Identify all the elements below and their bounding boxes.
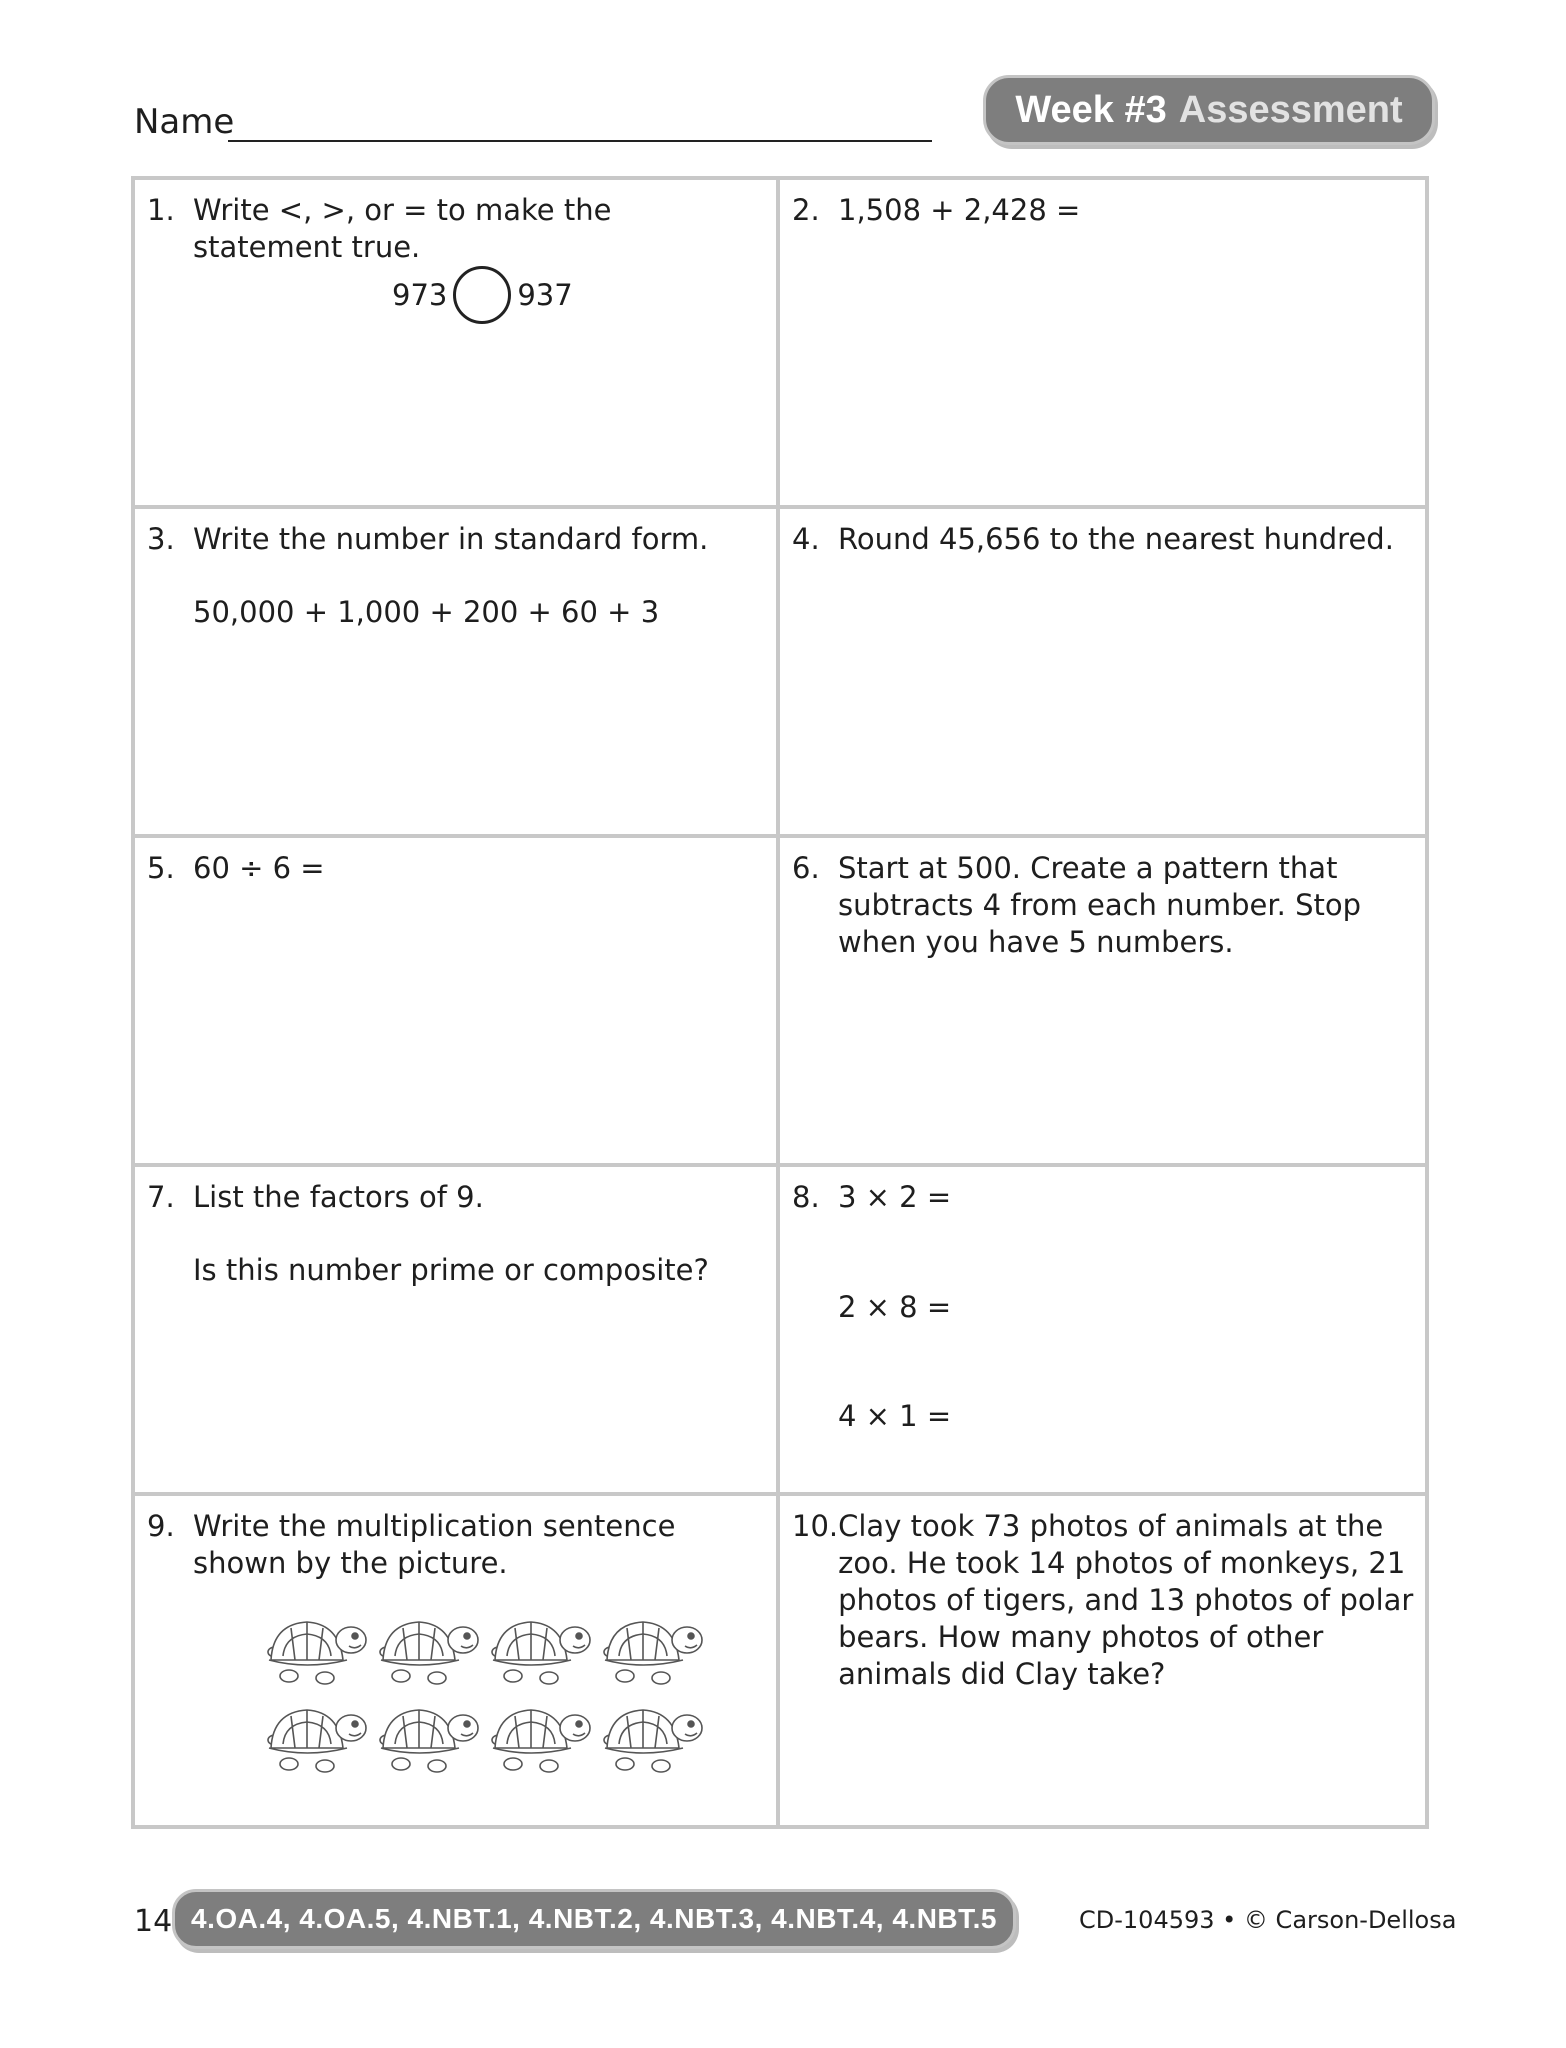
- standards-bar: 4.OA.4, 4.OA.5, 4.NBT.1, 4.NBT.2, 4.NBT.3, 4.NBT.4, 4.NBT.5: [172, 1889, 1016, 1949]
- question-8: [792, 1179, 1415, 1216]
- question-7: [147, 1179, 766, 1216]
- equation-line-3: 4 × 1 =: [838, 1399, 952, 1433]
- question-text: List the factors of 9.: [193, 1180, 484, 1214]
- question-text: Round 45,656 to the nearest hundred.: [838, 522, 1394, 556]
- question-cell-9[interactable]: [135, 1496, 780, 1825]
- question-text: Write <, >, or = to make the statement true.: [193, 193, 612, 264]
- turtle-icon: [375, 1612, 481, 1688]
- question-number: 1.: [147, 193, 175, 227]
- question-6: [792, 850, 1415, 961]
- question-number: 8.: [792, 1180, 820, 1214]
- turtle-icon: [599, 1612, 705, 1688]
- turtle-icon: [487, 1700, 593, 1776]
- equation-line-2: 2 × 8 =: [838, 1290, 952, 1324]
- name-label: Name: [134, 102, 235, 142]
- right-value: 937: [517, 278, 573, 312]
- question-1: [147, 192, 766, 266]
- question-cell-4[interactable]: [780, 509, 1425, 838]
- question-number: 10.: [792, 1509, 839, 1543]
- turtle-icon: [487, 1612, 593, 1688]
- question-number: 5.: [147, 851, 175, 885]
- question-10: [792, 1508, 1415, 1693]
- assessment-label: Assessment: [1178, 88, 1403, 131]
- question-cell-1[interactable]: [135, 180, 780, 509]
- turtle-icon: [375, 1700, 481, 1776]
- question-number: 9.: [147, 1509, 175, 1543]
- question-grid: [131, 176, 1429, 1829]
- question-5: [147, 850, 766, 887]
- turtle-icon: [263, 1612, 369, 1688]
- question-cell-7[interactable]: [135, 1167, 780, 1496]
- page-number: 14: [134, 1904, 173, 1939]
- question-cell-6[interactable]: [780, 838, 1425, 1167]
- copyright: CD-104593 • © Carson-Dellosa: [1079, 1906, 1457, 1934]
- question-text: 3 × 2 =: [838, 1180, 952, 1214]
- question-cell-10[interactable]: [780, 1496, 1425, 1825]
- question-3: [147, 521, 766, 558]
- left-value: 973: [392, 278, 448, 312]
- question-cell-3[interactable]: [135, 509, 780, 838]
- question-number: 4.: [792, 522, 820, 556]
- question-text: Write the number in standard form.: [193, 522, 709, 556]
- turtle-picture: [263, 1612, 719, 1776]
- comparison: [392, 266, 573, 324]
- name-line[interactable]: [228, 140, 932, 142]
- question-cell-2[interactable]: [780, 180, 1425, 509]
- comparison-circle[interactable]: [453, 266, 511, 324]
- question-number: 7.: [147, 1180, 175, 1214]
- turtle-icon: [263, 1700, 369, 1776]
- question-cell-5[interactable]: [135, 838, 780, 1167]
- expanded-expression: 50,000 + 1,000 + 200 + 60 + 3: [193, 595, 660, 629]
- week-label: Week #3: [1015, 88, 1167, 131]
- question-number: 6.: [792, 851, 820, 885]
- question-4: [792, 521, 1415, 558]
- question-text: Start at 500. Create a pattern that subtracts 4 from each number. Stop when you have 5 numbers.: [838, 851, 1362, 959]
- turtle-icon: [599, 1700, 705, 1776]
- question-number: 2.: [792, 193, 820, 227]
- question-number: 3.: [147, 522, 175, 556]
- week-badge: [983, 75, 1435, 145]
- question-2: [792, 192, 1415, 229]
- question-text: Clay took 73 photos of animals at the zoo. He took 14 photos of monkeys, 21 photos of tigers, and 13 photos of polar bears. How many photos of other animals did Clay take?: [838, 1509, 1414, 1691]
- question-cell-8[interactable]: [780, 1167, 1425, 1496]
- question-text: Write the multiplication sentence shown by the picture.: [193, 1509, 676, 1580]
- question-text: 60 ÷ 6 =: [193, 851, 325, 885]
- question-9: [147, 1508, 766, 1582]
- question-text: 1,508 + 2,428 =: [838, 193, 1081, 227]
- followup-question: Is this number prime or composite?: [193, 1253, 709, 1287]
